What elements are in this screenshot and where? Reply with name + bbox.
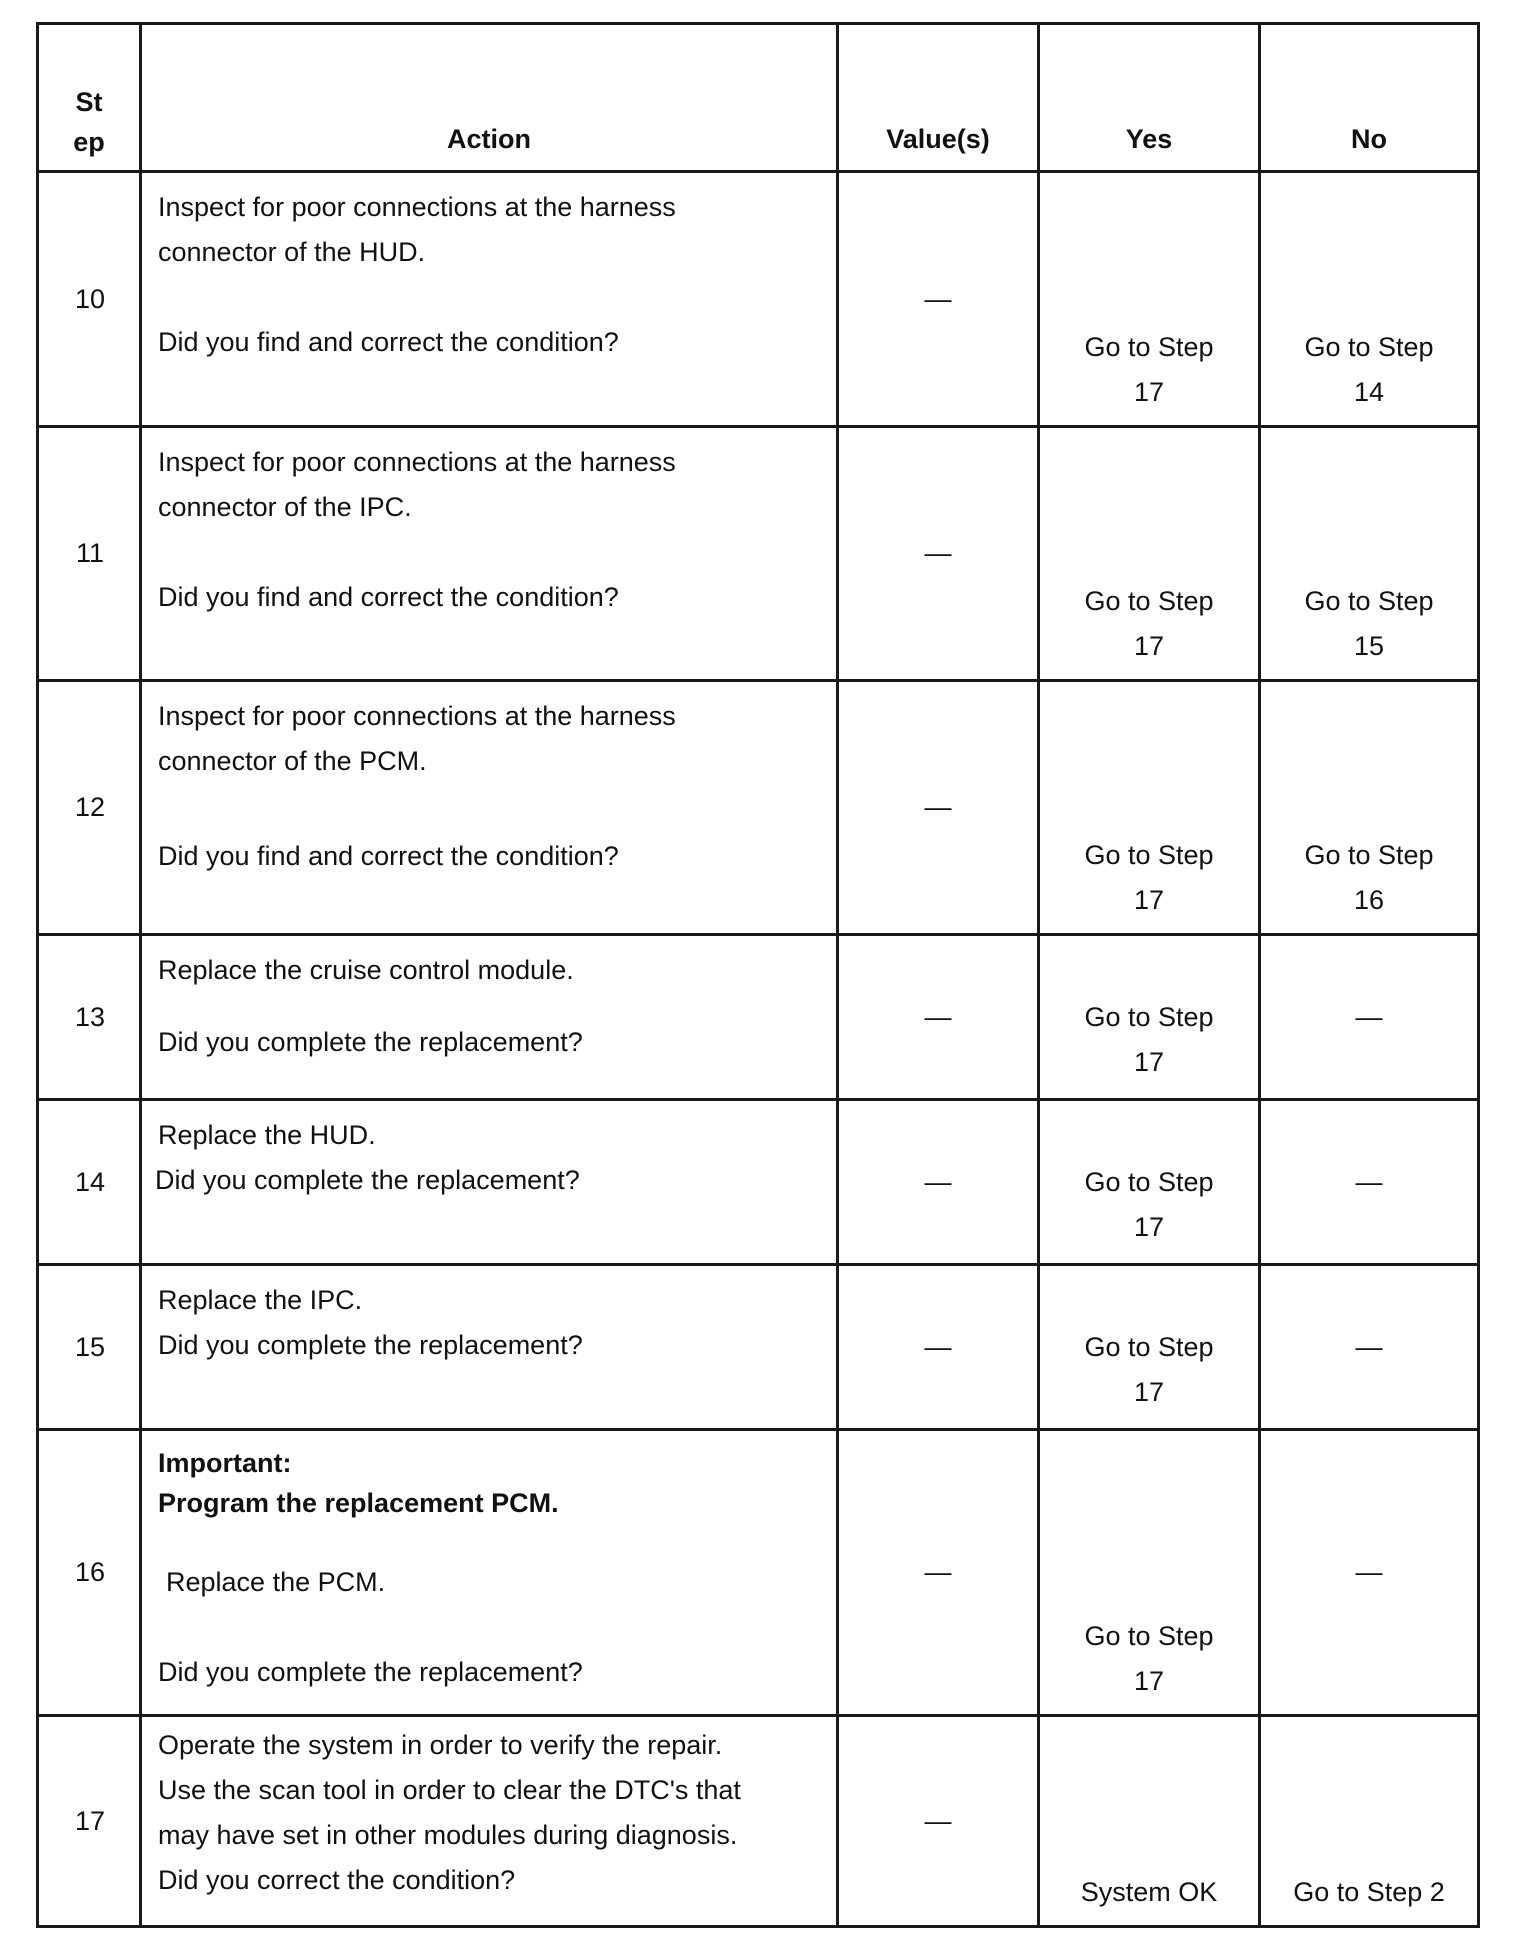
action-question: Did you complete the replacement? (158, 1657, 583, 1687)
no-text: Go to Step 2 (1293, 1877, 1445, 1907)
no-step: 16 (1353, 885, 1385, 915)
action-cell (142, 936, 836, 1098)
header-no: No (1351, 124, 1387, 154)
important-note: Program the replacement PCM. (158, 1488, 559, 1518)
yes-step: 17 (1133, 377, 1165, 407)
step-number: 10 (74, 283, 106, 314)
action-line: Replace the cruise control module. (158, 955, 574, 985)
yes-cell (1040, 1101, 1258, 1263)
no-text: Go to Step (1304, 586, 1434, 616)
no-step: 15 (1353, 631, 1385, 661)
action-question: Did you complete the replacement? (158, 1027, 583, 1057)
no-cell: — (1355, 1331, 1383, 1362)
yes-step: 17 (1133, 631, 1165, 661)
header-action: Action (447, 124, 531, 154)
yes-text: Go to Step (1084, 1166, 1214, 1197)
value-cell: — (924, 283, 952, 314)
action-cell (142, 682, 836, 933)
table-border-bottom (36, 1925, 1480, 1928)
value-cell: — (924, 1557, 952, 1587)
no-text: Go to Step (1304, 840, 1434, 870)
header-step (39, 25, 139, 170)
value-cell: — (924, 538, 952, 568)
important-label: Important: (158, 1448, 292, 1478)
yes-text: System OK (1080, 1877, 1218, 1907)
no-text: Go to Step (1304, 332, 1434, 362)
value-cell: — (924, 1805, 952, 1836)
yes-cell (1040, 682, 1258, 933)
action-line: Replace the HUD. (158, 1120, 376, 1150)
step-number: 16 (74, 1557, 106, 1587)
no-cell: — (1355, 1557, 1383, 1587)
yes-cell (1040, 1266, 1258, 1428)
action-cell (142, 428, 836, 679)
yes-cell (1040, 173, 1258, 425)
action-line: may have set in other modules during diagnosis. (158, 1820, 738, 1850)
action-cell (142, 1717, 836, 1925)
step-number: 13 (74, 1001, 106, 1032)
yes-step: 17 (1133, 1376, 1165, 1407)
value-cell: — (924, 1331, 952, 1362)
yes-cell (1040, 936, 1258, 1098)
yes-cell (1040, 1717, 1258, 1925)
action-question: Did you find and correct the condition? (158, 841, 619, 871)
step-number: 14 (74, 1166, 106, 1197)
step-number: 15 (74, 1331, 106, 1362)
action-line: Replace the PCM. (166, 1567, 386, 1597)
header-step-line2: ep (73, 127, 105, 157)
step-number: 12 (74, 792, 106, 822)
no-cell (1261, 1717, 1477, 1925)
diagnostic-table (36, 22, 1480, 1928)
yes-step: 17 (1133, 1666, 1165, 1696)
action-line: Operate the system in order to verify the repair. (158, 1730, 723, 1760)
yes-step: 17 (1133, 885, 1165, 915)
action-cell (142, 1266, 836, 1428)
action-line: connector of the PCM. (158, 746, 427, 776)
header-values: Value(s) (886, 124, 990, 154)
step-number: 17 (74, 1805, 106, 1836)
action-question: Did you find and correct the condition? (158, 582, 619, 612)
yes-text: Go to Step (1084, 1331, 1214, 1362)
action-line: Inspect for poor connections at the harness (158, 447, 676, 477)
action-cell (142, 1101, 836, 1263)
value-cell: — (924, 1001, 952, 1032)
value-cell: — (924, 1166, 952, 1197)
action-line: Replace the IPC. (158, 1285, 363, 1315)
action-line: Inspect for poor connections at the harness (158, 192, 676, 222)
yes-text: Go to Step (1084, 586, 1214, 616)
no-cell: — (1355, 1001, 1383, 1032)
no-step: 14 (1353, 377, 1385, 407)
no-cell (1261, 173, 1477, 425)
table-border-right (1477, 22, 1480, 1928)
header-step-line1: St (75, 87, 103, 117)
action-cell (142, 1431, 836, 1714)
action-question: Did you correct the condition? (158, 1865, 516, 1895)
no-cell (1261, 428, 1477, 679)
action-question: Did you complete the replacement? (158, 1330, 583, 1360)
action-line: connector of the HUD. (158, 237, 426, 267)
value-cell: — (924, 792, 952, 822)
yes-step: 17 (1133, 1046, 1165, 1077)
header-yes: Yes (1125, 124, 1173, 154)
yes-text: Go to Step (1084, 332, 1214, 362)
yes-text: Go to Step (1084, 840, 1214, 870)
no-cell: — (1355, 1166, 1383, 1197)
yes-step: 17 (1133, 1211, 1165, 1242)
yes-cell (1040, 1431, 1258, 1714)
no-cell (1261, 682, 1477, 933)
yes-text: Go to Step (1084, 1001, 1214, 1032)
step-number: 11 (75, 538, 105, 568)
yes-text: Go to Step (1084, 1621, 1214, 1651)
yes-cell (1040, 428, 1258, 679)
action-cell (142, 173, 836, 425)
action-line: Inspect for poor connections at the harness (158, 701, 676, 731)
action-question: Did you complete the replacement? (155, 1165, 580, 1195)
action-line: connector of the IPC. (158, 492, 412, 522)
action-line: Use the scan tool in order to clear the DTC's that (158, 1775, 741, 1805)
action-question: Did you find and correct the condition? (158, 327, 619, 357)
